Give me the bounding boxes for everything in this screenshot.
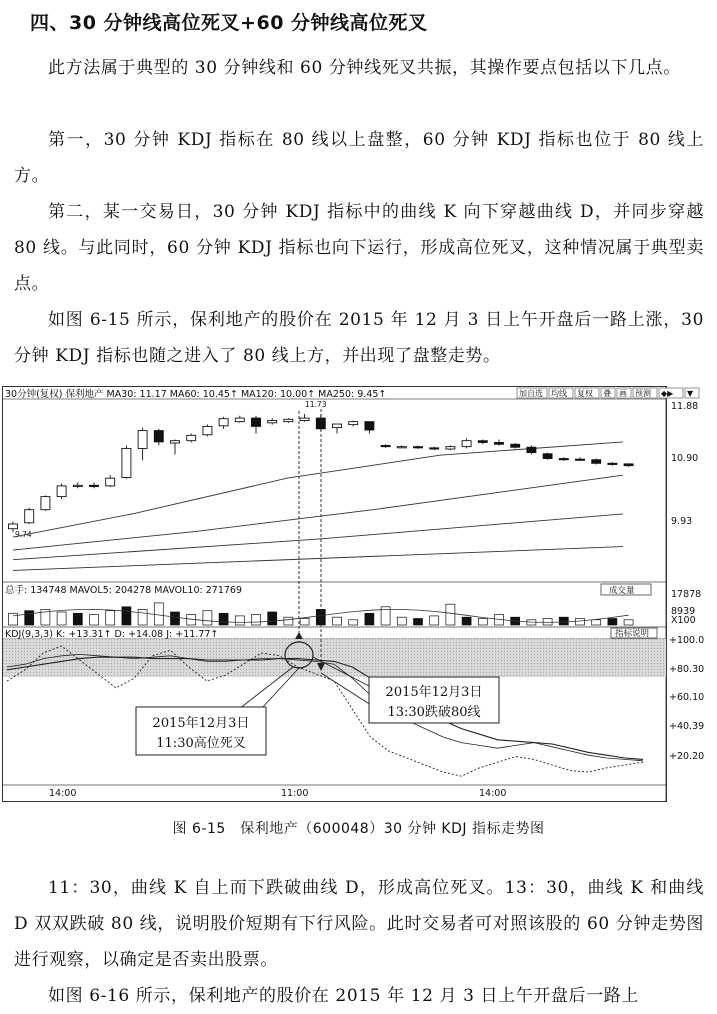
volume-bar	[171, 612, 180, 625]
volume-bar	[138, 609, 147, 625]
time-label-3: 14:00	[479, 788, 507, 799]
volume-bar	[446, 604, 455, 625]
paragraph-next-example: 如图 6-16 所示，保利地产的股价在 2015 年 12 月 3 日上午开盘后一路上	[48, 986, 639, 1006]
volume-bar	[333, 617, 342, 625]
candle-body	[592, 460, 601, 464]
volume-bar	[543, 619, 552, 626]
price-label-mid: 10.90	[671, 453, 699, 464]
candle-body	[122, 448, 131, 477]
candle-body	[106, 478, 115, 486]
candle-body	[219, 419, 228, 426]
annotation1-line2: 11:30高位死叉	[156, 736, 246, 751]
candle-body	[171, 441, 180, 443]
low-price-mark: 9.74	[15, 530, 32, 539]
candle-body	[397, 447, 406, 448]
candle-body	[381, 445, 390, 446]
volume-bar	[300, 619, 309, 626]
ma-line-MA30	[13, 442, 623, 537]
candle-body	[203, 426, 212, 434]
volume-bar	[559, 617, 568, 625]
price-label-low: 9.93	[671, 516, 693, 527]
candle-body	[608, 463, 617, 464]
candle-body	[495, 442, 504, 444]
volume-bar	[90, 615, 99, 625]
ma-line-MA250	[13, 547, 623, 571]
high-price-mark: 11.73	[305, 400, 327, 409]
volume-bar	[397, 617, 406, 625]
time-label-1: 14:00	[49, 788, 77, 799]
volume-bar	[349, 620, 358, 625]
volume-bar	[235, 616, 244, 625]
annotation2-line1: 2015年12月3日	[385, 685, 483, 700]
volume-bar	[268, 612, 277, 625]
section-heading: 四、30 分钟线高位死叉+60 分钟线高位死叉	[30, 12, 428, 34]
volume-label-unit: X100	[671, 615, 696, 626]
toolbar-button-label-0: 加自选	[519, 389, 543, 398]
candle-body	[9, 524, 18, 529]
toolbar-button-label-2: 复权	[577, 389, 593, 398]
candle-body	[365, 422, 374, 430]
kdj-label-60: +60.10	[669, 692, 705, 703]
toolbar-button-label-7: ▼	[687, 389, 694, 398]
volume-bar	[624, 620, 633, 625]
ma-line-MA120	[13, 514, 623, 560]
toolbar-button-label-4: 画	[619, 389, 627, 398]
volume-label-max: 17878	[671, 589, 702, 600]
volume-bar	[462, 617, 471, 625]
annotation1-line1: 2015年12月3日	[152, 716, 250, 731]
kdj-stock-chart	[2, 386, 705, 802]
volume-bar	[203, 611, 212, 625]
kdj-header: KDJ(9,3,3) K: +13.31↑ D: +14.08 J: +11.77↑	[5, 629, 219, 640]
toolbar-button-label-3: 叠	[603, 389, 611, 398]
volume-bar	[592, 620, 601, 625]
volume-bar	[219, 613, 228, 625]
paragraph-example: 如图 6-15 所示，保利地产的股价在 2015 年 12 月 3 日上午开盘后一路上涨，30 分钟 KDJ 指标也随之进入了 80 线上方，并出现了盘整走势。	[14, 310, 704, 366]
candle-body	[576, 459, 585, 460]
candle-body	[138, 431, 147, 449]
figure-caption: 图 6-15 保利地产（600048）30 分钟 KDJ 指标走势图	[172, 821, 545, 837]
candle-body	[268, 420, 277, 422]
candle-body	[73, 485, 82, 486]
kdj-label-80: +80.30	[669, 664, 705, 675]
toolbar-button-label-5: 预测	[635, 389, 651, 398]
volume-bar	[73, 613, 82, 625]
kdj-label-40: +40.39	[669, 721, 705, 732]
candle-body	[333, 424, 342, 428]
candle-body	[624, 464, 633, 466]
candle-body	[25, 510, 34, 523]
toolbar-button-label-1: 均线	[551, 389, 567, 398]
volume-button-label: 成交量	[609, 586, 635, 596]
volume-bar	[284, 617, 293, 625]
candle-body	[300, 418, 309, 420]
time-label-2: 11:00	[281, 788, 309, 799]
volume-bar	[154, 603, 163, 625]
volume-bar	[430, 616, 439, 625]
kdj-label-100: +100.0	[669, 635, 705, 646]
candle-body	[41, 497, 50, 510]
volume-label-mid: 8939	[671, 606, 696, 617]
candle-body	[235, 418, 244, 422]
volume-header: 总手: 134748 MAVOL5: 204278 MAVOL10: 271769	[5, 585, 243, 596]
volume-bar	[365, 613, 374, 625]
volume-bar	[576, 619, 585, 626]
candle-body	[90, 485, 99, 486]
volume-bar	[478, 619, 487, 626]
paragraph-point-one: 第一，30 分钟 KDJ 指标在 80 线以上盘整，60 分钟 KDJ 指标也位于 80 线上方。	[14, 130, 704, 186]
chart-header: 30分钟(复权) 保利地产 MA30: 11.17 MA60: 10.45↑ MA120: 10.00↑ MA250: 9.45↑	[5, 389, 387, 400]
candle-body	[430, 448, 439, 449]
kdj-label-20: +20.20	[669, 751, 705, 762]
paragraph-analysis: 11：30，曲线 K 自上而下跌破曲线 D，形成高位死叉。13：30，曲线 K 和曲线 D 双双跌破 80 线，说明股价短期有下行风险。此时交易者可对照该股的 60 分钟走势图进行观察，以确定是否卖出股票。	[14, 878, 705, 970]
candle-body	[252, 418, 261, 426]
candle-body	[154, 431, 163, 442]
candle-body	[478, 441, 487, 443]
volume-bar	[106, 611, 115, 625]
candle-body	[511, 444, 520, 447]
annotation2-line2: 13:30跌破80线	[387, 705, 481, 720]
volume-bar	[252, 615, 261, 625]
price-label-high: 11.88	[671, 401, 699, 412]
volume-bar	[9, 613, 18, 625]
paragraph-point-two: 第二，某一交易日，30 分钟 KDJ 指标中的曲线 K 向下穿越曲线 D，并同步穿越 80 线。与此同时，60 分钟 KDJ 指标也向下运行，形成高位死叉，这种情况属于典型卖点。	[14, 202, 704, 294]
volume-bar	[122, 607, 131, 625]
toolbar-button-label-6: ◆▶	[661, 389, 674, 398]
volume-bar	[57, 612, 66, 625]
volume-bar	[414, 619, 423, 626]
volume-bar	[25, 611, 34, 625]
volume-bar	[608, 619, 617, 626]
candle-body	[446, 447, 455, 449]
candle-body	[284, 419, 293, 421]
candle-body	[559, 459, 568, 460]
paragraph-intro: 此方法属于典型的 30 分钟线和 60 分钟线死叉共振，其操作要点包括以下几点。	[48, 58, 681, 78]
candle-body	[349, 422, 358, 425]
candle-body	[462, 441, 471, 447]
candle-body	[543, 454, 552, 459]
candle-body	[187, 435, 196, 440]
candle-body	[527, 447, 536, 452]
kdj-explain-label: 指标说明	[615, 629, 650, 639]
candle-body	[414, 447, 423, 448]
candle-body	[57, 486, 66, 497]
